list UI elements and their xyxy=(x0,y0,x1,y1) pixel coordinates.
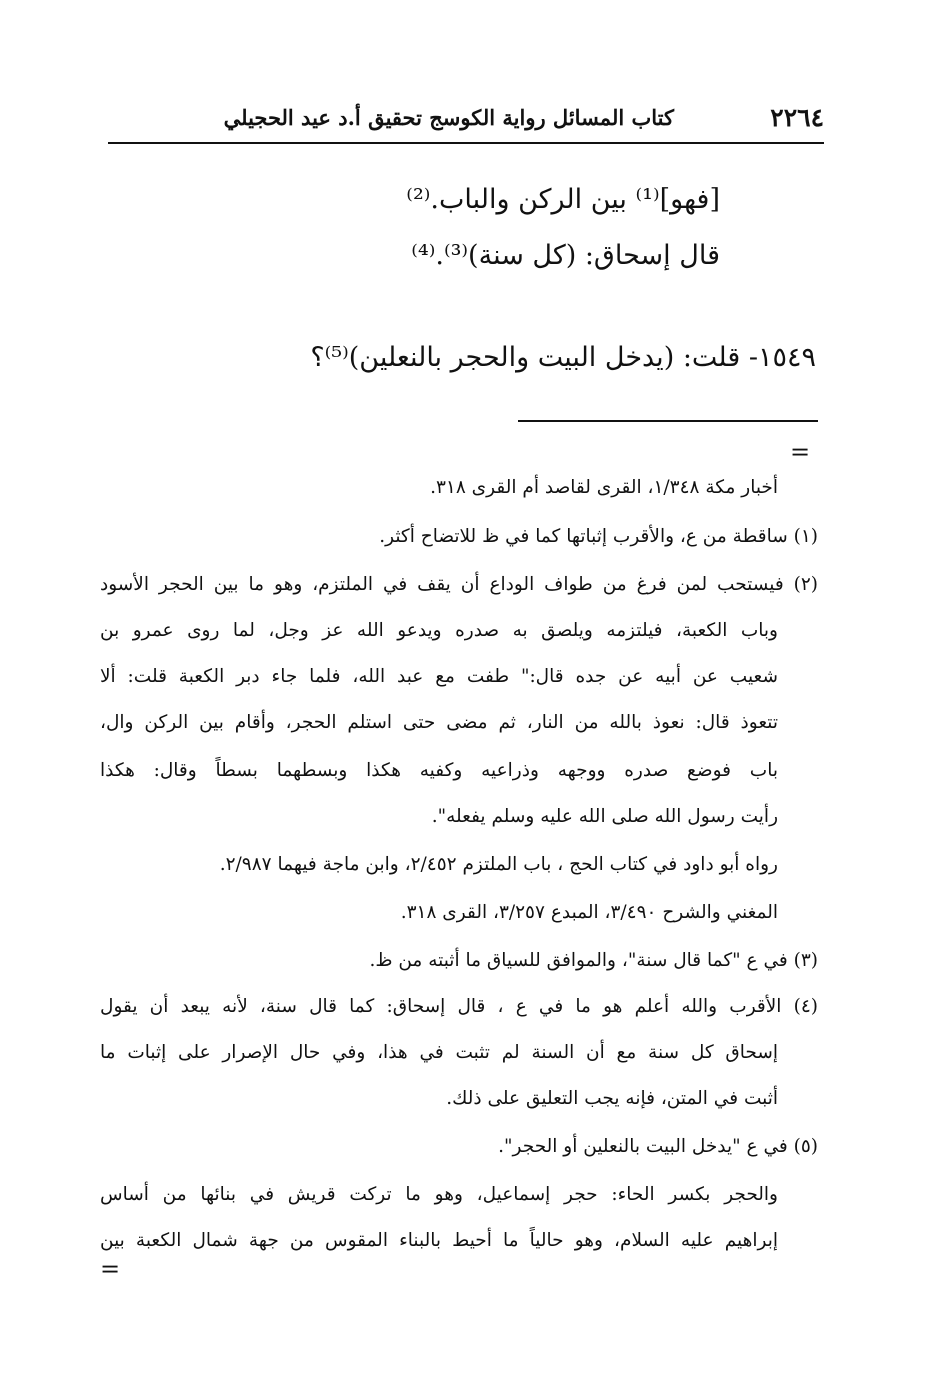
footnote-2-line-6: رأيت رسول الله صلى الله عليه وسلم يفعله". xyxy=(431,806,778,827)
page-number: ٢٢٦٤ xyxy=(770,103,824,132)
footnote-5-line-3: إبراهيم عليه السلام، وهو حالياً ما أحيط بالبناء المقوس من جهة شمال الكعبة بين xyxy=(100,1230,778,1251)
footnote-5-line-2: والحجر بكسر الحاء: حجر إسماعيل، وهو ما تركت قريش في بنائها من أساس xyxy=(100,1184,778,1205)
footnote-2-line-3: شعيب عن أبيه عن جده قال:" طفت مع عبد الله، فلما جاء دبر الكعبة قلت: ألا xyxy=(100,666,778,687)
footnote-2-line-7: رواه أبو داود في كتاب الحج ، باب الملتزم ٢/٤٥٢، وابن ماجة فيهما ٢/٩٨٧. xyxy=(219,854,778,875)
continuation-mark-bottom: = xyxy=(100,1255,121,1283)
header-rule xyxy=(108,142,824,144)
footnote-2-line-4: تتعوذ قال: نعوذ بالله من النار، ثم مضى حتى استلم الحجر، وأقام بين الركن وال، xyxy=(100,712,778,733)
footnote-2-line-8: المغني والشرح ٣/٤٩٠، المبدع ٣/٢٥٧، القرى ٣١٨. xyxy=(400,902,778,923)
footnote-1: (١) ساقطة من ع، والأقرب إثباتها كما في ظ للاتضاح أكثر. xyxy=(379,526,818,547)
page-header xyxy=(108,103,824,139)
footnote-3: (٣) في ع "كما قال سنة"، والموافق للسياق ما أثبته من ظ. xyxy=(369,950,818,971)
question-1549: ١٥٤٩- قلت: (يدخل البيت والحجر بالنعلين)⁽⁵⁾؟ xyxy=(310,342,816,373)
running-title: كتاب المسائل رواية الكوسج تحقيق أ.د عيد الحجيلي xyxy=(223,105,674,130)
text-line-1: [فهو]⁽¹⁾ بين الركن والباب.⁽²⁾ xyxy=(406,184,720,215)
footnote-4-line-1: (٤) الأقرب والله أعلم هو ما في ع ، قال إسحاق: كما قال سنة، لأنه يبعد أن يقول xyxy=(100,996,818,1017)
footnote-4-line-2: إسحاق كل سنة مع أن السنة لم تثبت في هذا، وفي حال الإصرار على إثبات ما xyxy=(100,1042,778,1063)
footnote-5: (٥) في ع "يدخل البيت بالنعلين أو الحجر". xyxy=(498,1136,818,1157)
footnote-carryover: أخبار مكة ١/٣٤٨، القرى لقاصد أم القرى ٣١٨. xyxy=(430,477,778,498)
continuation-mark: = xyxy=(790,438,811,466)
footnote-4-line-3: أثبت في المتن، فإنه يجب التعليق على ذلك. xyxy=(446,1088,778,1109)
footnote-2-line-5: باب فوضع صدره ووجهه وذراعيه وكفيه هكذا وبسطهما بسطاً وقال: هكذا xyxy=(100,760,778,781)
text-line-2: قال إسحاق: (كل سنة)⁽³⁾.⁽⁴⁾ xyxy=(411,240,720,271)
footnote-2-line-2: وباب الكعبة، فيلتزمه ويلصق به صدره ويدعو الله عز وجل، لما روى عمرو بن xyxy=(100,620,778,641)
footnote-separator xyxy=(518,420,818,422)
footnote-2-line-1: (٢) فيستحب لمن فرغ من طواف الوداع أن يقف في الملتزم، وهو ما بين الحجر الأسود xyxy=(100,574,818,595)
